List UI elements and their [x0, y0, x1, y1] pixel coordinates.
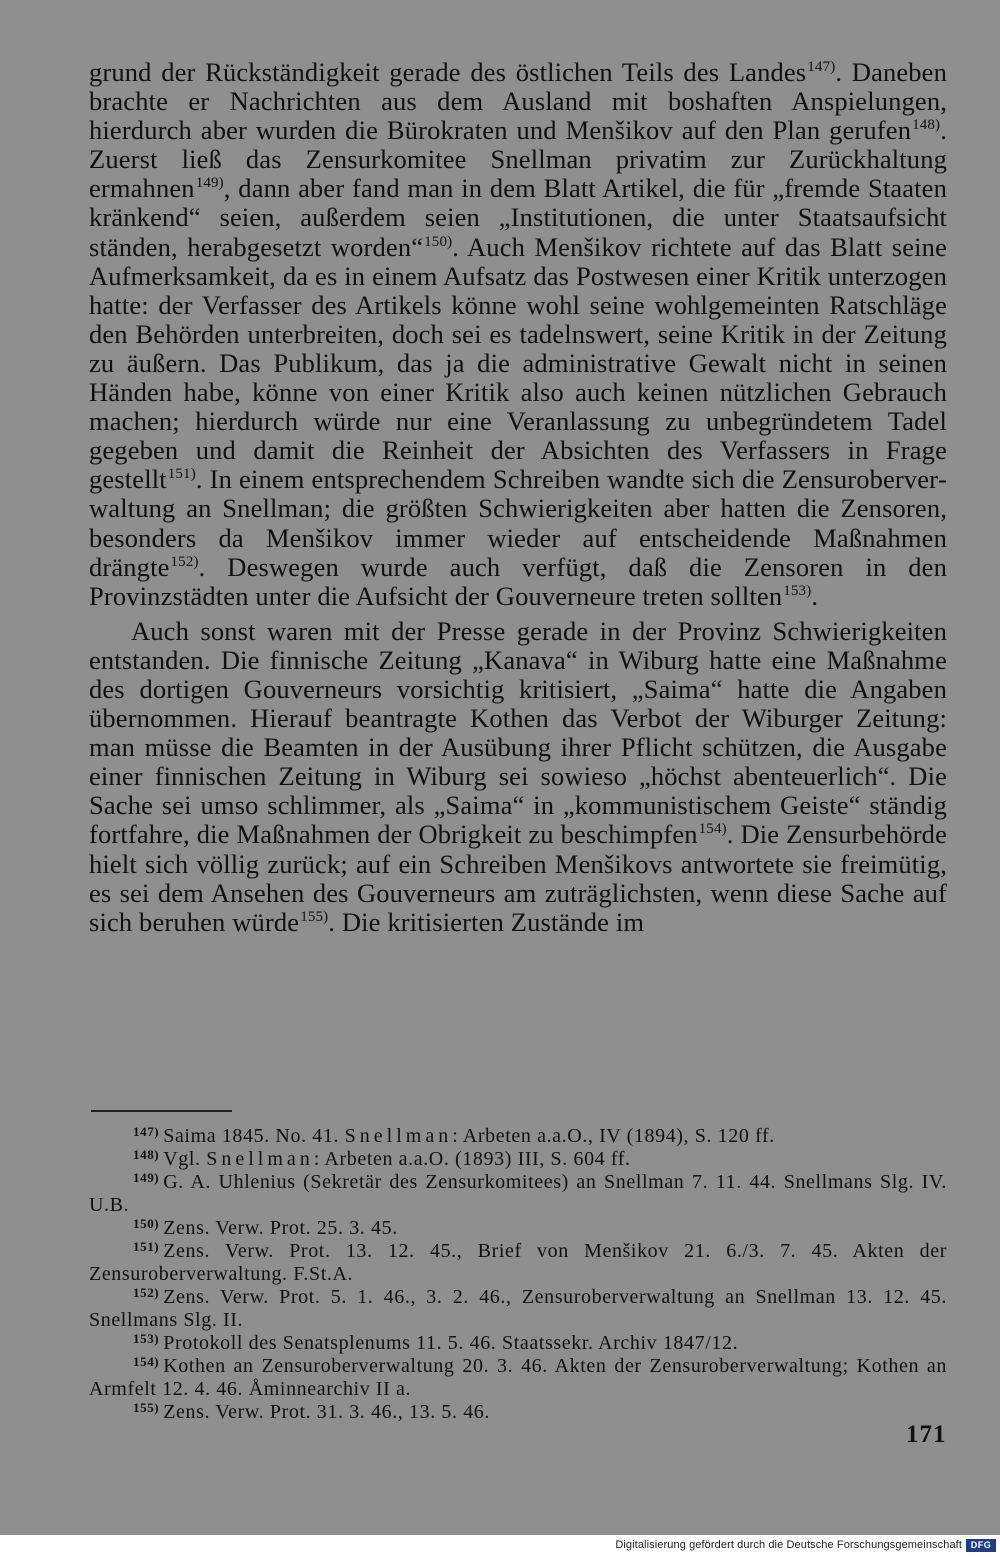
- footnote-text: Saima 1845. No. 41.: [163, 1125, 345, 1147]
- footnote-number: 155): [133, 1400, 160, 1415]
- text-run: , dann aber fand man in dem Blatt Artikel, die für „fremde Staaten kränkend“ seien, außerdem seien „Institutionen, die unter Staatsaufsicht ständen, herabgesetzt worden“: [89, 173, 947, 262]
- footnote-text: Zens. Verw. Prot. 25. 3. 45.: [163, 1217, 398, 1239]
- footnote-reference: 150): [424, 233, 453, 250]
- footnote-reference: 152): [170, 553, 199, 570]
- footnote: [89, 1286, 947, 1332]
- footnote-text: Protokoll des Senatsplenums 11. 5. 46. Staatssekr. Archiv 1847/12.: [163, 1332, 739, 1354]
- footnote: [89, 1125, 947, 1148]
- footnote-separator: [91, 1110, 232, 1112]
- footnote: [89, 1355, 947, 1401]
- footnote-number: 154): [133, 1354, 160, 1369]
- text-run: .: [811, 580, 819, 611]
- footnote: [89, 1217, 947, 1240]
- footnote-text: Vgl.: [163, 1148, 207, 1170]
- text-run: . Die kritisierten Zustände im: [328, 906, 645, 937]
- body-text: [89, 58, 947, 937]
- footnote-text: Zens. Verw. Prot. 13. 12. 45., Brief von Menšikov 21. 6./3. 7. 45. Akten der Zensuroberverwaltung. F.St.A.: [89, 1240, 947, 1285]
- footnote-reference: 151): [167, 466, 196, 483]
- author-name: Snellman: [206, 1148, 314, 1170]
- footnote: [89, 1240, 947, 1286]
- footnote-number: 149): [133, 1170, 160, 1185]
- footnote-reference: 154): [698, 821, 727, 838]
- dfg-logo: DFG: [966, 1539, 996, 1552]
- footnote-number: 153): [133, 1331, 160, 1346]
- text-run: . Daneben brachte er Nachrichten aus dem Ausland mit boshaften Anspielungen, hierdurch aber wurden die Bürokraten und Menšikov auf den Plan gerufen: [89, 57, 947, 146]
- funding-credit: Digitalisierung gefördert durch die Deutsche Forschungsgemeinschaft: [615, 1539, 962, 1551]
- text-run: Auch sonst waren mit der Presse gerade in der Provinz Schwierigkeiten entstanden. Die finnische Zeitung „Kanava“ in Wiburg hatte eine Maßnahme des dortigen Gouverneurs vorsichtig kritisiert, „Saima“ hatte die Angaben übernommen. Hierauf beantragte Kothen das Verbot der Wiburger Zeitung: man müsse die Beamten in der Ausübung ihrer Pflicht schützen, die Ausgabe einer finnischen Zeitung in Wiburg sei sowieso „höchst abenteuerlich“. Die Sache sei umso schlimmer, als „Saima“ in „kommunistischem Geiste“ ständig fortfahre, die Maßnahmen der Obrigkeit zu beschimpfen: [89, 615, 947, 850]
- footnote: [89, 1171, 947, 1217]
- text-run: . Deswegen wurde auch verfügt, daß die Zensoren in den Provinzstädten unter die Aufsicht der Gouverneure treten sollten: [89, 551, 947, 611]
- footnote-reference: 153): [783, 582, 812, 599]
- footnote: [89, 1401, 947, 1424]
- footnote-reference: 155): [300, 908, 329, 925]
- footnote-text: : Arbeten a.a.O. (1893) III, S. 604 ff.: [313, 1148, 631, 1170]
- footnote-text: G. A. Uhlenius (Sekretär des Zensurkomitees) an Snellman 7. 11. 44. Snellmans Slg. IV. U.B.: [89, 1171, 947, 1216]
- footnote: [89, 1332, 947, 1355]
- footnote-number: 152): [133, 1285, 160, 1300]
- footnote-reference: 148): [912, 117, 941, 134]
- author-name: Snellman: [344, 1125, 453, 1147]
- footnotes: [89, 1125, 947, 1424]
- footnote: [89, 1148, 947, 1171]
- footnote-reference: 149): [195, 175, 224, 192]
- footnote-text: Zens. Verw. Prot. 5. 1. 46., 3. 2. 46., Zensuroberverwaltung an Snellman 13. 12. 45. Snellmans Slg. II.: [89, 1286, 947, 1331]
- text-run: . Zuerst ließ das Zensurkomitee Snellman privatim zur Zurückhaltung ermahnen: [89, 115, 947, 204]
- text-run: . In einem entsprechendem Schreiben wandte sich die Zensuroberverwaltung an Snellman; die größten Schwierigkeiten aber hatten die Zensoren, besonders da Menšikov immer wieder auf entscheidende Maßnahmen drängte: [89, 464, 947, 582]
- footnote-number: 147): [133, 1124, 160, 1139]
- footnote-number: 150): [133, 1216, 160, 1231]
- footnote-number: 148): [133, 1147, 160, 1162]
- footnote-reference: 147): [807, 59, 836, 75]
- footnote-text: Zens. Verw. Prot. 31. 3. 46., 13. 5. 46.: [163, 1401, 490, 1423]
- paragraph-1: [89, 58, 947, 611]
- text-run: grund der Rückständigkeit gerade des östlichen Teils des Landes: [89, 57, 807, 87]
- text-run: . Die Zensurbehörde hielt sich völlig zurück; auf ein Schreiben Menšikovs antwortete sie freimütig, es sei dem Ansehen des Gouverneurs am zuträglichsten, wenn diese Sache auf sich beruhen würde: [89, 819, 947, 937]
- footnote-number: 151): [133, 1239, 160, 1254]
- digitization-footer: [0, 1535, 1000, 1557]
- footnote-text: Kothen an Zensuroberverwaltung 20. 3. 46. Akten der Zensuroberverwaltung; Kothen an Armfelt 12. 4. 46. Åminnearchiv II a.: [89, 1355, 947, 1400]
- text-run: . Auch Menšikov richtete auf das Blatt seine Aufmerksamkeit, da es in einem Aufsatz das Postwesen einer Kritik unterzogen hatte: der Verfasser des Artikels könne wohl seine wohlgemeinten Ratschläge den Behörden unterbreiten, doch sei es tadelnswert, seine Kritik in der Zeitung zu äußern. Das Publikum, das ja die administrative Gewalt nicht in seinen Händen habe, könne von einer Kritik also auch keinen nützlichen Gebrauch machen; hierdurch würde nur eine Veranlassung zu unbegründetem Tadel gegeben und damit die Reinheit der Absichten des Verfassers in Frage gestellt: [89, 231, 947, 495]
- footnote-text: : Arbeten a.a.O., IV (1894), S. 120 ff.: [452, 1125, 775, 1147]
- paragraph-2: [89, 617, 947, 937]
- page-number: 171: [906, 1421, 947, 1448]
